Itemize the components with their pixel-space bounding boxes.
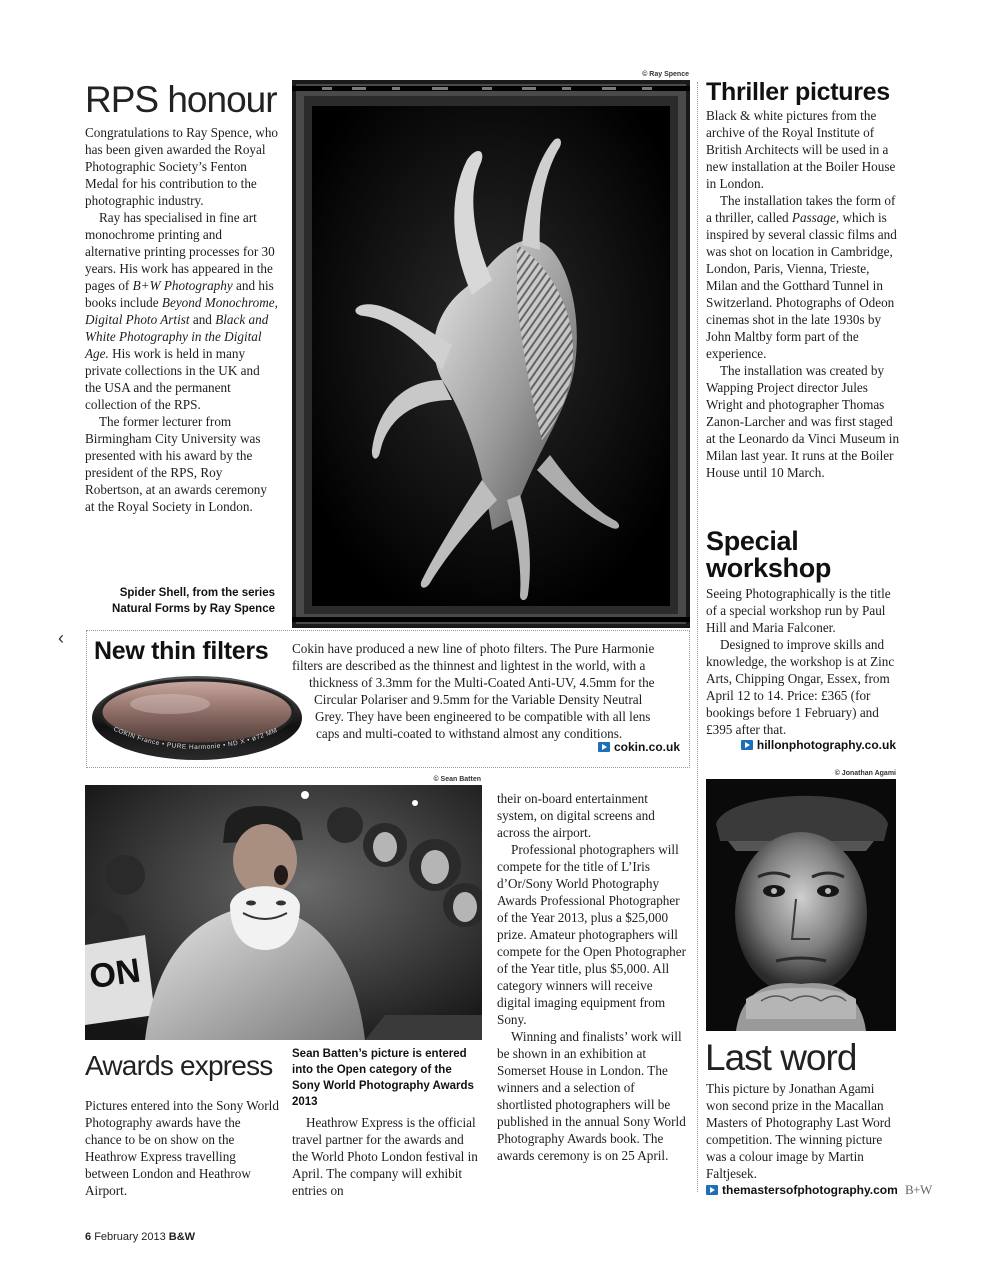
thriller-headline: Thriller pictures [706,78,890,106]
rps-p2-text-c: and his books include [85,278,274,310]
filter-ring-illustration [90,668,305,763]
filters-line-5: Grey. They have been engineered to be compatible with all lens [315,709,651,724]
issue-date: February 2013 [94,1231,166,1243]
thriller-article-body [706,107,900,481]
rps-paragraph-3: The former lecturer from Birmingham City University was presented with his award by the president of the RPS, Roy Robertson, at an awards ceremony at the Royal Society in London. [85,414,267,514]
filters-line-4: Circular Polariser and 9.5mm for the Variable Density Neutral [314,692,643,707]
awards-column-3 [497,790,687,1164]
rps-photo-caption [85,585,275,617]
lastword-headline: Last word [705,1037,857,1078]
awards-photo-caption: Sean Batten’s picture is entered into the Open category of the Sony World Photography Awards 2013 [292,1048,474,1108]
filters-line-2: filters are described as the thinnest and lightest in the world, with a [292,658,646,673]
thriller-p2-text-a: The installation takes the form of a thriller, called [706,193,896,225]
awards-paragraph-2: Heathrow Express is the official travel partner for the awards and the World Photo London festival in April. The company will exhibit entries on [292,1115,478,1198]
rps-photo-credit: © Ray Spence [642,71,689,78]
awards-paragraph-5: Winning and finalists’ work will be shown in an exhibition at Somerset House in London. The winners and a selection of shortlisted photographers will be published in the annual Sony World Photography Awards book. The awards ceremony is on 25 April. [497,1029,686,1163]
thriller-p2-title: Passage [791,210,836,225]
awards-column-2 [292,1114,482,1199]
end-mark: B+W [905,1182,932,1197]
rps-p2-text-g: His work is held in many private collections in the UK and the USA and the permanent collection of the RPS. [85,346,260,412]
arrow-icon [741,740,753,750]
spider-shell-illustration [292,80,690,628]
arrow-icon [706,1185,718,1195]
rps-p2-book-2: Black and White Photography in the Digital Age. [85,312,269,361]
thriller-paragraph-2 [706,192,900,362]
portrait-illustration [706,779,896,1031]
rps-paragraph-2 [85,209,279,413]
lastword-paragraph-1: This picture by Jonathan Agami won second prize in the Macallan Masters of Photography Last Word competition. The winning picture was a colour image by Martin Faltjesek. [706,1081,891,1181]
svg-text:ON: ON [87,951,143,997]
page-number: 6 [85,1231,92,1243]
filters-headline: New thin filters [94,637,269,665]
column-divider [697,82,698,1192]
thriller-p2-text-c: , which is inspired by several classic films and was shot on location in Cambridge, London, Paris, Vienna, Trieste, Milan and the Gotthard Tunnel in Switzerland. Photographs of Odeon cinemas shot in the late 1930s by John Maltby form part of the experience. [706,210,897,361]
protester-illustration [85,785,482,1040]
filters-link-text[interactable]: cokin.co.uk [613,740,680,754]
special-headline [706,528,831,582]
special-headline-line-1: Special [706,526,799,556]
rps-p2-text-e: and [189,312,216,327]
filter-ring-text: COKIN France • PURE Harmonie • ND X • ø72 MM [112,725,279,752]
previous-page-arrow[interactable]: ‹ [58,628,64,648]
rps-caption-line-2: Natural Forms by Ray Spence [112,603,275,615]
magazine-name: B&W [168,1231,196,1243]
filters-line-6: caps and multi-coated to withstand almost any conditions. [316,726,623,741]
lastword-article-body [706,1080,900,1182]
protester-photo [85,785,482,1040]
filters-line-1: Cokin have produced a new line of photo filters. The Pure Harmonie [292,641,655,656]
arrow-icon [598,742,610,752]
filters-article-body [292,640,687,742]
special-article-body [706,585,900,738]
rps-p2-magazine: B+W Photography [132,278,233,293]
awards-paragraph-4: Professional photographers will compete for the title of L’Iris d’Or/Sony World Photography Awards Professional Photographer of the Year 2013, plus a $25,000 prize. Amateur photographers will compete for the Open Photographer of the Year title, plus $5,000. All category winners will receive digital imaging equipment from Sony. [497,842,686,1027]
awards-column-1 [85,1097,279,1199]
filters-line-3: thickness of 3.3mm for the Multi-Coated Anti-UV, 4.5mm for the [309,675,655,690]
rps-headline: RPS honour [85,79,277,120]
special-link-text[interactable]: hillonphotography.co.uk [756,738,896,752]
awards-photo-credit: © Sean Batten [433,776,481,783]
special-paragraph-2: Designed to improve skills and knowledge, the workshop is at Zinc Arts, Chipping Ongar, Essex, from April 12 to 14. Price: £365 (for bookings before 1 February) and £395 after that. [706,637,895,737]
rps-p2-text-a: Ray has specialised in fine art monochrome printing and alternative printing processes for 30 years. His work has appeared in the pages of [85,210,275,293]
lastword-photo-credit: © Jonathan Agami [834,770,896,777]
rps-p2-book-1: Beyond Monochrome, Digital Photo Artist [85,295,278,327]
awards-paragraph-3: their on-board entertainment system, on digital screens and across the airport. [497,791,655,840]
filters-web-link[interactable] [560,740,680,754]
lastword-web-link[interactable] [706,1183,898,1197]
thriller-paragraph-1: Black & white pictures from the archive of the Royal Institute of British Architects will be used in a new installation at the Boiler House in London. [706,108,896,191]
awards-paragraph-1: Pictures entered into the Sony World Photography awards have the chance to be on show on the Heathrow Express travelling between London and Heathrow Airport. [85,1098,279,1198]
rps-paragraph-1: Congratulations to Ray Spence, who has been given awarded the Royal Photographic Society’s Fenton Medal for his contribution to the photographic industry. [85,125,279,208]
rps-article-body [85,124,279,515]
page-footer [85,1231,195,1243]
special-web-link[interactable] [706,738,896,752]
thriller-paragraph-3: The installation was created by Wapping Project director Jules Wright and photographer Thomas Zanon-Larcher and was first staged at the Leonardo da Vinci Museum in Milan last year. It runs at the Boiler House until 10 March. [706,363,900,480]
lastword-link-text[interactable]: themastersofphotography.com [722,1183,898,1197]
special-paragraph-1: Seeing Photographically is the title of a special workshop run by Paul Hill and Maria Falconer. [706,586,891,635]
old-man-portrait [706,779,896,1031]
special-headline-line-2: workshop [706,553,832,583]
spider-shell-photo [292,80,690,628]
rps-caption-line-1: Spider Shell, from the series [119,587,275,599]
awards-headline: Awards express [85,1050,273,1081]
filter-lens-photo [90,668,305,763]
